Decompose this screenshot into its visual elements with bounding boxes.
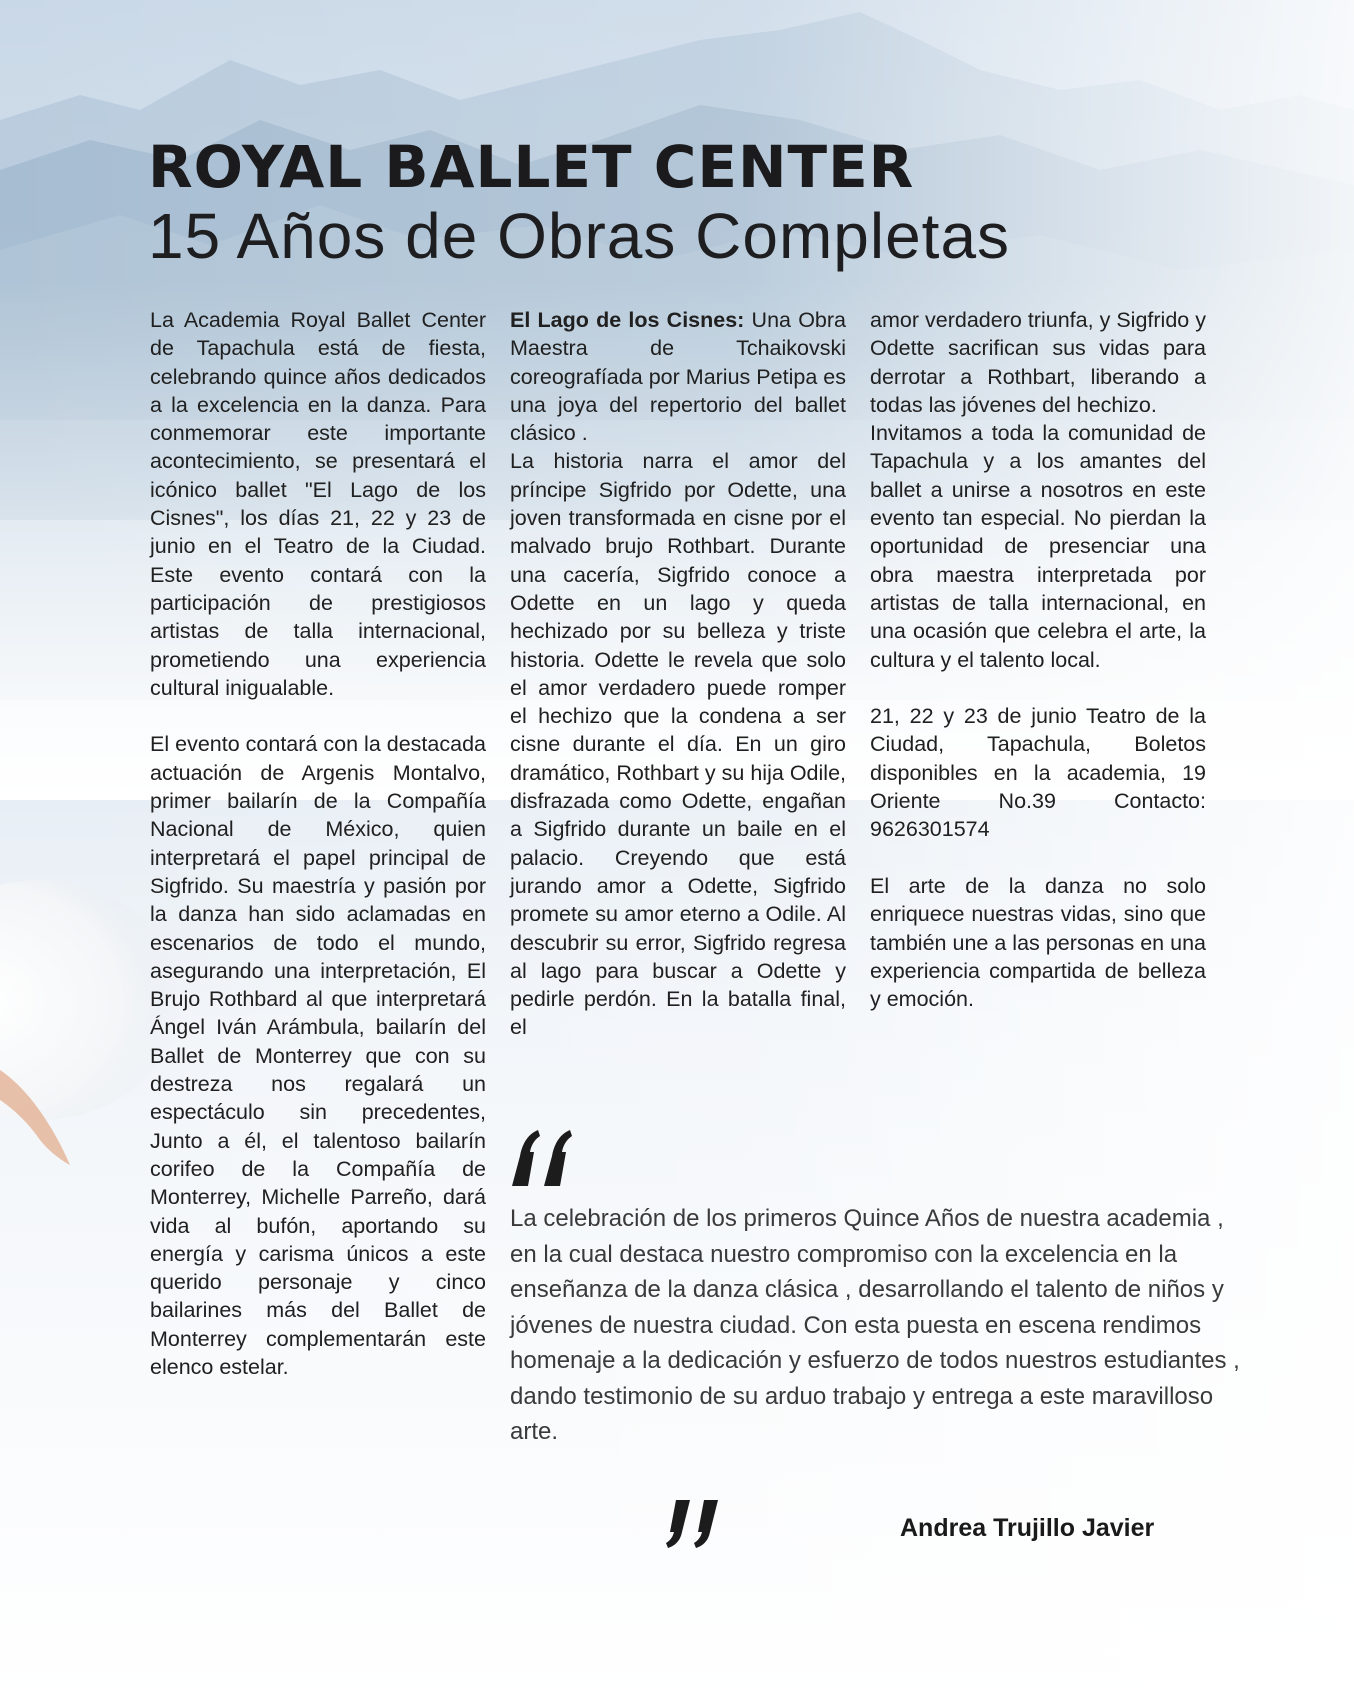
paragraph: La Academia Royal Ballet Center de Tapachula está de fiesta, celebrando quince años dedicados a la excelencia en la danza. Para conmemorar este importante acontecimiento, se presentará el icónico ballet "El Lago de los Cisnes", los días 21, 22 y 23 de junio en el Teatro de la Ciudad. Este evento contará con la participación de prestigiosos artistas de talla internacional, prometiendo una experiencia cultural inigualable. <box>150 308 486 700</box>
paragraph: La historia narra el amor del príncipe Sigfrido por Odette, una joven transformada en cisne por el malvado brujo Rothbart. Durante una cacería, Sigfrido conoce a Odette en un lago y queda hechizado por su belleza y triste historia. Odette le revela que solo el amor verdadero puede romper el hechizo que la condena a ser cisne durante el día. En un giro dramático, Rothbart y su hija Odile, disfrazada como Odette, engañan a Sigfrido durante un baile en el palacio. Creyendo que está jurando amor a Odette, Sigfrido promete su amor eterno a Odile. Al descubrir su error, Sigfrido regresa al lago para buscar a Odette y pedirle perdón. En la batalla final, el <box>510 449 846 1040</box>
paragraph: El evento contará con la destacada actuación de Argenis Montalvo, primer bailarín de la Compañía Nacional de México, quien interpretará el papel principal de Sigfrido. Su maestría y pasión por la danza han sido aclamadas en escenarios de todo el mundo, asegurando una interpretación, El Brujo Rothbard al que interpretará Ángel Iván Arámbula, bailarín del Ballet de Monterrey que con su destreza nos regalará un espectáculo sin precedentes, Junto a él, el talentoso bailarín corifeo de la Compañía de Monterrey, Michelle Parreño, dará vida al bufón, aportando su energía y carisma únicos a este querido personaje y cinco bailarines más del Ballet de Monterrey complementarán este elenco estelar. <box>150 732 486 1379</box>
paragraph <box>510 306 846 447</box>
open-quote-icon <box>508 1128 574 1188</box>
paragraph-text: Una Obra Maestra de Tchaikovski coreografíada por Marius Petipa es una joya del repertorio del ballet clásico . <box>510 308 847 446</box>
quote-author: Andrea Trujillo Javier <box>900 1514 1155 1542</box>
page-title: ROYAL BALLET CENTER <box>148 133 915 201</box>
event-details: 21, 22 y 23 de junio Teatro de la Ciudad, Tapachula, Boletos disponibles en la academia, 19 Oriente No.39 Contacto: 9626301574 <box>870 704 1206 842</box>
article-column-1 <box>150 306 486 1381</box>
paragraph: amor verdadero triunfa, y Sigfrido y Odette sacrifican sus vidas para derrotar a Rothbart, liberando a todas las jóvenes del hechizo. <box>870 308 1206 417</box>
page-subtitle: 15 Años de Obras Completas <box>148 200 1011 272</box>
quote-text: La celebración de los primeros Quince Años de nuestra academia , en la cual destaca nuestro compromiso con la excelencia en la enseñanza de la danza clásica , desarrollando el talento de niños y jóvenes de nuestra ciudad. Con esta puesta en escena rendimos homenaje a la dedicación y esfuerzo de todos nuestros estudiantes , dando testimonio de su arduo trabajo y entrega a este maravilloso arte. <box>510 1205 1240 1445</box>
section-heading: El Lago de los Cisnes: <box>510 308 745 332</box>
paragraph: El arte de la danza no solo enriquece nuestras vidas, sino que también une a las personas en una experiencia compartida de belleza y emoción. <box>870 873 1206 1012</box>
paragraph: Invitamos a toda la comunidad de Tapachula y a los amantes del ballet a unirse a nosotros en este evento tan especial. No pierdan la oportunidad de presenciar una obra maestra interpretada por artistas de talla internacional, en una ocasión que celebra el arte, la cultura y el talento local. <box>870 421 1206 672</box>
close-quote-icon <box>664 1498 722 1550</box>
article-column-3 <box>870 306 1206 1013</box>
article-column-2 <box>510 306 846 1042</box>
